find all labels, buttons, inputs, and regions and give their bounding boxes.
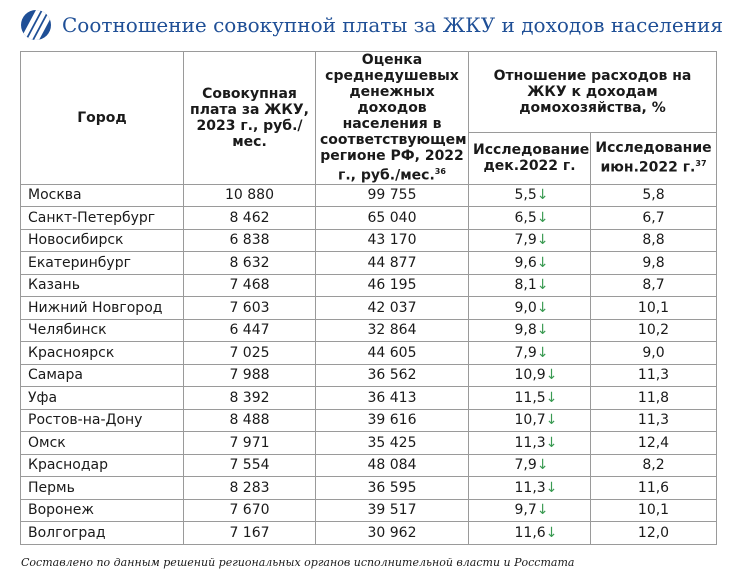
housing-costs-table — [20, 51, 717, 545]
cell-income: 36 595 — [316, 477, 469, 500]
cell-city: Краснодар — [21, 454, 184, 477]
cell-jun2022: 11,8 — [591, 387, 717, 410]
cell-dec2022 — [469, 319, 591, 342]
cell-payment: 8 488 — [184, 409, 316, 432]
value-dec2022: 6,5 — [514, 209, 537, 226]
cell-income: 48 084 — [316, 454, 469, 477]
cell-dec2022 — [469, 499, 591, 522]
cell-jun2022: 11,3 — [591, 409, 717, 432]
cell-dec2022 — [469, 229, 591, 252]
cell-income: 39 616 — [316, 409, 469, 432]
table-row — [21, 207, 717, 230]
decrease-arrow-icon: ↓ — [545, 434, 558, 451]
value-dec2022: 9,8 — [514, 322, 537, 339]
cell-city: Челябинск — [21, 319, 184, 342]
cell-city: Волгоград — [21, 522, 184, 545]
table-row — [21, 319, 717, 342]
footnote-ref-36: 36 — [434, 167, 446, 176]
table-row — [21, 454, 717, 477]
cell-income: 30 962 — [316, 522, 469, 545]
decrease-arrow-icon: ↓ — [536, 457, 549, 474]
cell-dec2022 — [469, 274, 591, 297]
cell-dec2022 — [469, 342, 591, 365]
table-row — [21, 252, 717, 275]
value-dec2022: 9,6 — [514, 254, 537, 271]
cell-income: 43 170 — [316, 229, 469, 252]
cell-city: Омск — [21, 432, 184, 455]
cell-jun2022: 10,1 — [591, 297, 717, 320]
cell-dec2022 — [469, 297, 591, 320]
cell-city: Казань — [21, 274, 184, 297]
decrease-arrow-icon: ↓ — [545, 479, 558, 496]
cell-dec2022 — [469, 522, 591, 545]
table-row — [21, 274, 717, 297]
value-dec2022: 9,0 — [514, 299, 537, 316]
cell-dec2022 — [469, 432, 591, 455]
col-header-jun2022: Исследование июн.2022 г.$^{37}$ — [591, 132, 717, 184]
cell-income: 44 877 — [316, 252, 469, 275]
table-row — [21, 477, 717, 500]
cell-income: 46 195 — [316, 274, 469, 297]
cell-dec2022 — [469, 184, 591, 207]
cell-payment: 7 468 — [184, 274, 316, 297]
col-header-income: Оценка среднедушевых денежных доходов населения в соответствующем регионе РФ, 2022 г., руб./мес.$^{36}$ — [316, 52, 469, 185]
cell-payment: 7 025 — [184, 342, 316, 365]
cell-jun2022: 12,0 — [591, 522, 717, 545]
col-header-dec2022: Исследование дек.2022 г. — [469, 132, 591, 184]
table-row — [21, 522, 717, 545]
cell-dec2022 — [469, 364, 591, 387]
value-dec2022: 5,5 — [514, 187, 537, 204]
value-dec2022: 11,3 — [514, 479, 546, 496]
cell-dec2022 — [469, 409, 591, 432]
value-dec2022: 8,1 — [514, 277, 537, 294]
col-header-payment: Совокупная плата за ЖКУ, 2023 г., руб./мес. — [184, 52, 316, 185]
col-header-city: Город — [21, 52, 184, 185]
cell-dec2022 — [469, 387, 591, 410]
cell-city: Ростов-на-Дону — [21, 409, 184, 432]
decrease-arrow-icon: ↓ — [536, 502, 549, 519]
cell-income: 65 040 — [316, 207, 469, 230]
value-dec2022: 11,3 — [514, 434, 546, 451]
cell-income: 35 425 — [316, 432, 469, 455]
cell-dec2022 — [469, 477, 591, 500]
cell-payment: 7 971 — [184, 432, 316, 455]
cell-city: Нижний Новгород — [21, 297, 184, 320]
cell-jun2022: 10,1 — [591, 499, 717, 522]
cell-jun2022: 5,8 — [591, 184, 717, 207]
cell-jun2022: 8,2 — [591, 454, 717, 477]
cell-income: 42 037 — [316, 297, 469, 320]
footnote-ref-37: 37 — [695, 159, 707, 169]
col-header-ratio-group: Отношение расходов на ЖКУ к доходам домохозяйства, % — [469, 52, 717, 133]
cell-jun2022: 6,7 — [591, 207, 717, 230]
table-row — [21, 499, 717, 522]
cell-income: 99 755 — [316, 184, 469, 207]
value-dec2022: 7,9 — [514, 344, 537, 361]
cell-income: 32 864 — [316, 319, 469, 342]
cell-payment: 10 880 — [184, 184, 316, 207]
value-dec2022: 10,9 — [514, 367, 546, 384]
cell-jun2022: 11,3 — [591, 364, 717, 387]
decrease-arrow-icon: ↓ — [536, 322, 549, 339]
value-dec2022: 7,9 — [514, 232, 537, 249]
table-row — [21, 387, 717, 410]
cell-jun2022: 8,7 — [591, 274, 717, 297]
cell-jun2022: 10,2 — [591, 319, 717, 342]
cell-dec2022 — [469, 454, 591, 477]
table-row — [21, 229, 717, 252]
cell-payment: 7 670 — [184, 499, 316, 522]
cell-jun2022: 11,6 — [591, 477, 717, 500]
cell-dec2022 — [469, 252, 591, 275]
table-row — [21, 364, 717, 387]
cell-income: 39 517 — [316, 499, 469, 522]
decrease-arrow-icon: ↓ — [536, 344, 549, 361]
table-row — [21, 432, 717, 455]
table-row — [21, 342, 717, 365]
cell-jun2022: 12,4 — [591, 432, 717, 455]
cell-city: Москва — [21, 184, 184, 207]
cell-city: Красноярск — [21, 342, 184, 365]
cell-jun2022: 9,0 — [591, 342, 717, 365]
cell-payment: 8 462 — [184, 207, 316, 230]
value-dec2022: 10,7 — [514, 412, 546, 429]
decrease-arrow-icon: ↓ — [545, 389, 558, 406]
decrease-arrow-icon: ↓ — [536, 277, 549, 294]
value-dec2022: 11,5 — [514, 389, 546, 406]
cell-income: 36 562 — [316, 364, 469, 387]
cell-payment: 7 554 — [184, 454, 316, 477]
table-row — [21, 184, 717, 207]
cell-income: 44 605 — [316, 342, 469, 365]
cell-payment: 7 988 — [184, 364, 316, 387]
cell-city: Пермь — [21, 477, 184, 500]
cell-city: Санкт-Петербург — [21, 207, 184, 230]
decrease-arrow-icon: ↓ — [536, 232, 549, 249]
decrease-arrow-icon: ↓ — [545, 524, 558, 541]
decrease-arrow-icon: ↓ — [536, 299, 549, 316]
cell-payment: 8 632 — [184, 252, 316, 275]
cell-city: Новосибирск — [21, 229, 184, 252]
cell-payment: 7 603 — [184, 297, 316, 320]
cell-payment: 6 838 — [184, 229, 316, 252]
value-dec2022: 7,9 — [514, 457, 537, 474]
table-row — [21, 297, 717, 320]
source-footnote: Составлено по данным решений региональных органов исполнительной власти и Росстата — [21, 556, 575, 569]
cell-city: Уфа — [21, 387, 184, 410]
brand-logo-icon — [21, 10, 51, 40]
decrease-arrow-icon: ↓ — [545, 412, 558, 429]
cell-payment: 8 392 — [184, 387, 316, 410]
table-row — [21, 409, 717, 432]
cell-city: Екатеринбург — [21, 252, 184, 275]
value-dec2022: 11,6 — [514, 524, 546, 541]
cell-jun2022: 8,8 — [591, 229, 717, 252]
cell-dec2022 — [469, 207, 591, 230]
value-dec2022: 9,7 — [514, 502, 537, 519]
cell-jun2022: 9,8 — [591, 252, 717, 275]
cell-payment: 6 447 — [184, 319, 316, 342]
decrease-arrow-icon: ↓ — [536, 254, 549, 271]
cell-city: Самара — [21, 364, 184, 387]
decrease-arrow-icon: ↓ — [536, 209, 549, 226]
cell-income: 36 413 — [316, 387, 469, 410]
cell-city: Воронеж — [21, 499, 184, 522]
cell-payment: 8 283 — [184, 477, 316, 500]
cell-payment: 7 167 — [184, 522, 316, 545]
page-title: Соотношение совокупной платы за ЖКУ и доходов населения — [62, 13, 723, 37]
decrease-arrow-icon: ↓ — [536, 187, 549, 204]
decrease-arrow-icon: ↓ — [545, 367, 558, 384]
